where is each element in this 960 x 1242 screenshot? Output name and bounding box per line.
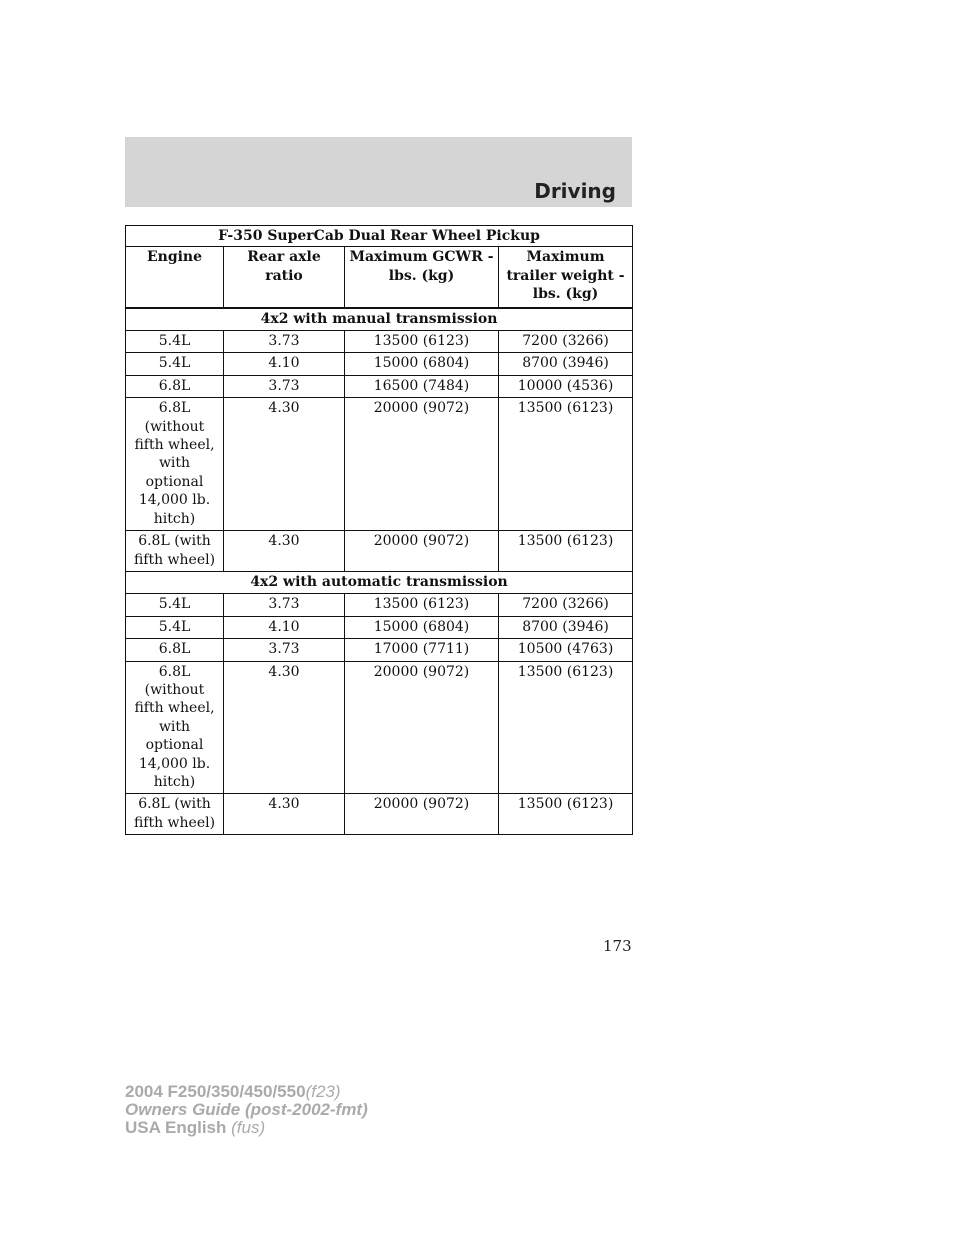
axle-ratio-cell: 3.73 (224, 594, 345, 616)
table-row (126, 331, 633, 353)
axle-ratio-cell: 4.30 (224, 398, 345, 531)
axle-ratio-cell: 3.73 (224, 375, 345, 397)
table-row (126, 375, 633, 397)
gcwr-cell: 16500 (7484) (345, 375, 499, 397)
table-row (126, 531, 633, 572)
section-header-band (125, 137, 632, 207)
engine-cell: 5.4L (126, 616, 224, 638)
engine-cell: 6.8L (126, 375, 224, 397)
column-header: Maximum trailer weight - lbs. (kg) (499, 247, 633, 308)
table-row (126, 639, 633, 661)
gcwr-cell: 15000 (6804) (345, 353, 499, 375)
gcwr-cell: 13500 (6123) (345, 594, 499, 616)
table-header-row (126, 247, 633, 308)
column-header: Rear axle ratio (224, 247, 345, 308)
gcwr-cell: 13500 (6123) (345, 331, 499, 353)
table-row (126, 594, 633, 616)
table-title-row (126, 226, 633, 247)
trailer-weight-cell: 7200 (3266) (499, 594, 633, 616)
section-title: Driving (534, 179, 616, 203)
group-label: 4x2 with manual transmission (126, 308, 633, 331)
engine-cell: 6.8L (with fifth wheel) (126, 531, 224, 572)
engine-cell: 6.8L (with fifth wheel) (126, 794, 224, 835)
footer-model: 2004 F250/350/450/550 (125, 1082, 306, 1101)
trailer-weight-cell: 8700 (3946) (499, 616, 633, 638)
trailer-weight-cell: 10000 (4536) (499, 375, 633, 397)
trailer-weight-cell: 8700 (3946) (499, 353, 633, 375)
footer-language-code: (fus) (231, 1118, 266, 1137)
table-row (126, 398, 633, 531)
trailer-weight-cell: 10500 (4763) (499, 639, 633, 661)
axle-ratio-cell: 4.10 (224, 353, 345, 375)
table-row (126, 616, 633, 638)
column-header: Engine (126, 247, 224, 308)
gcwr-cell: 20000 (9072) (345, 531, 499, 572)
trailer-weight-cell: 7200 (3266) (499, 331, 633, 353)
trailer-weight-cell: 13500 (6123) (499, 398, 633, 531)
axle-ratio-cell: 4.30 (224, 531, 345, 572)
gcwr-cell: 15000 (6804) (345, 616, 499, 638)
gcwr-cell: 20000 (9072) (345, 398, 499, 531)
group-header-row (126, 571, 633, 593)
axle-ratio-cell: 4.30 (224, 661, 345, 794)
engine-cell: 5.4L (126, 353, 224, 375)
engine-cell: 5.4L (126, 594, 224, 616)
footer-guide: Owners Guide (post-2002-fmt) (125, 1100, 368, 1119)
trailer-weight-cell: 13500 (6123) (499, 794, 633, 835)
footer-language-line (125, 1119, 368, 1137)
trailer-weight-cell: 13500 (6123) (499, 531, 633, 572)
table-row (126, 794, 633, 835)
footer-model-code: (f23) (305, 1082, 341, 1101)
gcwr-cell: 20000 (9072) (345, 794, 499, 835)
group-label: 4x2 with automatic transmission (126, 571, 633, 593)
page-number: 173 (603, 937, 632, 955)
table-row (126, 353, 633, 375)
footer-model-line (125, 1083, 368, 1101)
engine-cell: 6.8L (without fifth wheel, with optional 14,000 lb. hitch) (126, 661, 224, 794)
group-header-row (126, 308, 633, 331)
column-header: Maximum GCWR - lbs. (kg) (345, 247, 499, 308)
engine-cell: 5.4L (126, 331, 224, 353)
engine-cell: 6.8L (without fifth wheel, with optional 14,000 lb. hitch) (126, 398, 224, 531)
document-footer (125, 1083, 368, 1137)
axle-ratio-cell: 3.73 (224, 331, 345, 353)
axle-ratio-cell: 3.73 (224, 639, 345, 661)
gcwr-cell: 20000 (9072) (345, 661, 499, 794)
towing-spec-table (125, 225, 633, 835)
table-row (126, 661, 633, 794)
axle-ratio-cell: 4.30 (224, 794, 345, 835)
gcwr-cell: 17000 (7711) (345, 639, 499, 661)
trailer-weight-cell: 13500 (6123) (499, 661, 633, 794)
table-title: F-350 SuperCab Dual Rear Wheel Pickup (126, 226, 633, 247)
axle-ratio-cell: 4.10 (224, 616, 345, 638)
engine-cell: 6.8L (126, 639, 224, 661)
footer-language: USA English (125, 1118, 227, 1137)
